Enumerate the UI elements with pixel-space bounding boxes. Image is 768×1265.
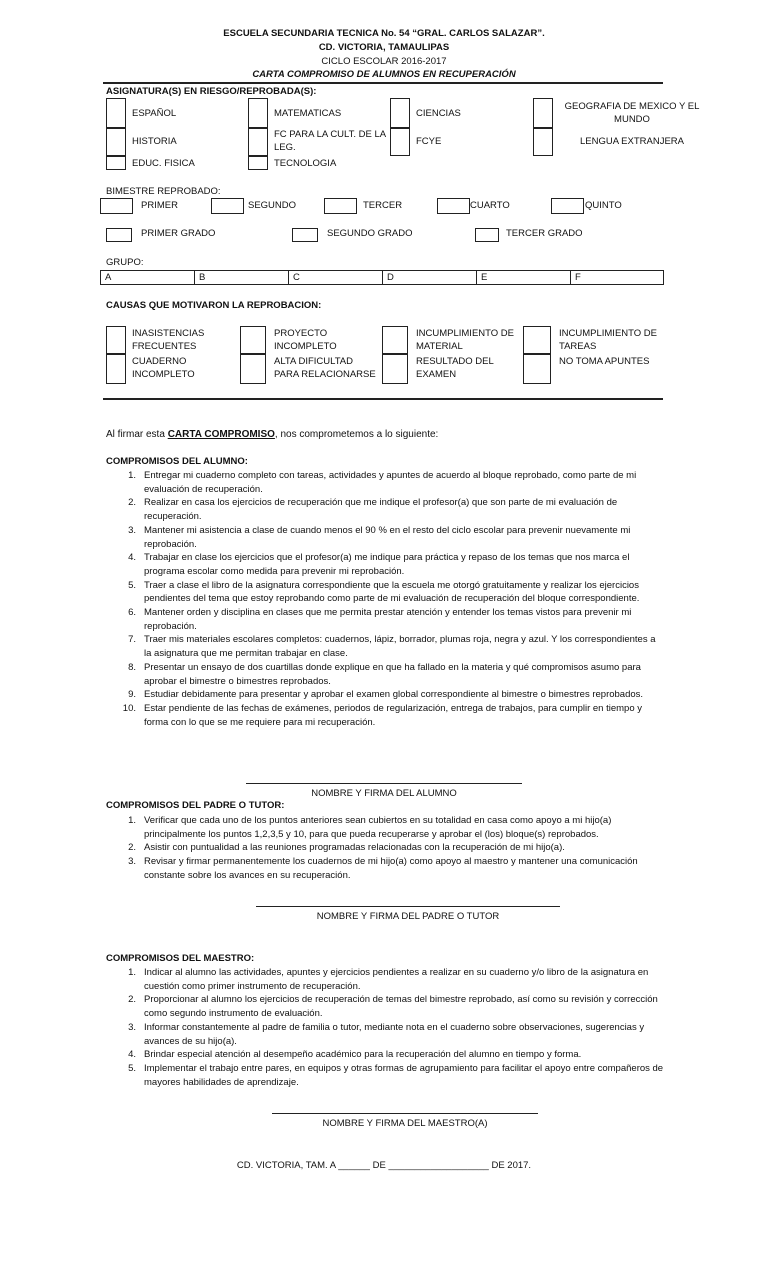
- checkbox-bimestre-quinto[interactable]: [551, 198, 584, 214]
- intro-before: Al firmar esta: [106, 429, 168, 440]
- checkbox-lengua[interactable]: [533, 128, 553, 156]
- city: CD. VICTORIA, TAMAULIPAS: [318, 42, 450, 53]
- list-item: 3. Informar constantemente al padre de familia o tutor, mediante nota en el cuaderno sobre observaciones, sugerencias y avances de su hijo(a).: [128, 1021, 645, 1047]
- subject-geografia: GEOGRAFIA DE MEXICO Y EL MUNDO: [564, 101, 700, 125]
- checkbox-fc[interactable]: [248, 128, 268, 156]
- bimestre-segundo: SEGUNDO: [248, 200, 297, 211]
- causa-proyecto: PROYECTO INCOMPLETO: [274, 328, 337, 352]
- divider: [103, 82, 663, 84]
- grupo-cell-b[interactable]: B: [195, 271, 289, 284]
- checkbox-apuntes[interactable]: [523, 354, 551, 384]
- signature-line-alumno[interactable]: [246, 783, 522, 784]
- subjects-heading: ASIGNATURA(S) EN RIESGO/REPROBADA(S):: [106, 86, 317, 97]
- checkbox-primer-grado[interactable]: [106, 228, 132, 242]
- grupo-cell-f[interactable]: F: [575, 272, 581, 283]
- signature-label-maestro: NOMBRE Y FIRMA DEL MAESTRO(A): [322, 1118, 488, 1129]
- checkbox-proyecto[interactable]: [240, 326, 266, 354]
- causa-cuaderno: CUADERNO INCOMPLETO: [132, 356, 195, 380]
- grupo-cell-d[interactable]: D: [383, 271, 477, 284]
- list-item: 4. Trabajar en clase los ejercicios que el profesor(a) me indique para práctica y repaso de los temas que nos marca el programa escolar como medida para prevenir mi reprobación.: [128, 552, 630, 577]
- alumno-heading: COMPROMISOS DEL ALUMNO:: [106, 456, 248, 467]
- checkbox-bimestre-cuarto[interactable]: [437, 198, 470, 214]
- causa-material: INCUMPLIMIENTO DE MATERIAL: [416, 328, 515, 352]
- grupo-cell-e[interactable]: E: [477, 271, 571, 284]
- list-item: 7. Traer mis materiales escolares completos: cuadernos, lápiz, borrador, plumas roja, negra y azul. Y los correspondientes a la asignatura que me permitan trabajar en clase.: [128, 634, 656, 660]
- checkbox-matematicas[interactable]: [248, 98, 268, 128]
- list-item: 1. Verificar que cada uno de los puntos anteriores sean cubiertos en su totalidad en casa como apoyo a mi hijo(a) principalmente los puntos 1,2,3,5 y 10, para que pueda recuperarse y aprobar el (los) bloque(s) reprobados.: [128, 815, 612, 840]
- checkbox-bimestre-primer[interactable]: [100, 198, 133, 214]
- list-item: 1. Entregar mi cuaderno completo con tareas, actividades y apuntes de acuerdo al bloque reprobado, como parte de mi evaluación de recuperación.: [128, 470, 637, 495]
- school-name: ESCUELA SECUNDARIA TECNICA No. 54 “GRAL. CARLOS SALAZAR”.: [223, 28, 545, 39]
- list-item: 3. Mantener mi asistencia a clase de cuando menos el 90 % en el resto del ciclo escolar para prevenir nuevamente mi reprobación.: [128, 524, 631, 550]
- subject-matematicas: MATEMATICAS: [274, 108, 342, 119]
- list-item: 8. Presentar un ensayo de dos cuartillas donde explique en que ha fallado en la materia y qué compromisos asumo para aprobar el bimestre o bimestres reprobados.: [128, 661, 641, 687]
- checkbox-geografia[interactable]: [533, 98, 553, 128]
- causa-tareas: INCUMPLIMIENTO DE TAREAS: [559, 328, 658, 352]
- signature-line-maestro[interactable]: [272, 1113, 538, 1114]
- intro-text: [106, 429, 438, 440]
- alumno-list: [112, 469, 664, 729]
- bimestre-quinto: QUINTO: [585, 200, 622, 211]
- bimestre-primer: PRIMER: [141, 200, 178, 211]
- grade-segundo: SEGUNDO GRADO: [327, 228, 413, 239]
- intro-after: , nos comprometemos a lo siguiente:: [274, 429, 439, 440]
- checkbox-material[interactable]: [382, 326, 408, 354]
- checkbox-bimestre-segundo[interactable]: [211, 198, 244, 214]
- list-item: 4. Brindar especial atención al desempeño académico para la recuperación del alumno en tiempo y forma.: [128, 1049, 582, 1061]
- list-item: 2. Asistir con puntualidad a las reuniones programadas relacionadas con la recuperación de mi hijo(a).: [128, 842, 565, 854]
- checkbox-examen[interactable]: [382, 354, 408, 384]
- signature-line-padre[interactable]: [256, 906, 560, 907]
- list-item: 10. Estar pendiente de las fechas de exámenes, periodos de regularización, entrega de trabajos, para cumplir en tiempo y forma con lo que se me requiere para mi recuperación.: [122, 702, 642, 728]
- grade-primer: PRIMER GRADO: [141, 228, 216, 239]
- grade-tercer: TERCER GRADO: [506, 228, 583, 239]
- signature-label-padre: NOMBRE Y FIRMA DEL PADRE O TUTOR: [316, 911, 500, 922]
- checkbox-espanol[interactable]: [106, 98, 126, 128]
- list-item: 2. Proporcionar al alumno los ejercicios de recuperación de temas del bimestre reprobado, así como su revisión y corrección como segundo instrumento de evaluación.: [128, 994, 658, 1020]
- padre-heading: COMPROMISOS DEL PADRE O TUTOR:: [106, 800, 285, 811]
- subject-historia: HISTORIA: [132, 136, 177, 147]
- causas-heading: CAUSAS QUE MOTIVARON LA REPROBACION:: [106, 300, 322, 311]
- checkbox-tercer-grado[interactable]: [475, 228, 499, 242]
- checkbox-cuaderno[interactable]: [106, 354, 126, 384]
- subject-fc: FC PARA LA CULT. DE LA LEG.: [274, 129, 386, 153]
- signature-label-alumno: NOMBRE Y FIRMA DEL ALUMNO: [311, 788, 457, 799]
- grupo-cell-a[interactable]: A: [101, 271, 195, 284]
- subject-ciencias: CIENCIAS: [416, 108, 461, 119]
- list-item: 2. Realizar en casa los ejercicios de recuperación que me indique el profesor(a) que son parte de mi evaluación de recuperación.: [128, 497, 618, 523]
- bimestre-tercer: TERCER: [363, 200, 403, 211]
- subject-fcye: FCYE: [416, 136, 442, 147]
- causa-inasistencias: INASISTENCIAS FRECUENTES: [132, 328, 205, 352]
- subject-educ-fisica: EDUC. FISICA: [132, 158, 195, 169]
- list-item: 5. Implementar el trabajo entre pares, en equipos y otras formas de agrupamiento para facilitar el apoyo entre compañeros de mayores habilidades de aprendizaje.: [128, 1062, 664, 1088]
- causa-examen: RESULTADO DEL EXAMEN: [416, 356, 494, 380]
- subject-tecnologia: TECNOLOGIA: [274, 158, 337, 169]
- checkbox-dificultad[interactable]: [240, 354, 266, 384]
- checkbox-tareas[interactable]: [523, 326, 551, 354]
- grupo-heading: GRUPO:: [106, 257, 144, 268]
- checkbox-historia[interactable]: [106, 128, 126, 156]
- school-cycle: CICLO ESCOLAR 2016-2017: [321, 56, 447, 67]
- list-item: 9. Estudiar debidamente para presentar y aprobar el examen global correspondiente al bimestre o bimestres reprobados.: [128, 689, 644, 701]
- checkbox-bimestre-tercer[interactable]: [324, 198, 357, 214]
- checkbox-tecnologia[interactable]: [248, 156, 268, 170]
- list-item: 1. Indicar al alumno las actividades, apuntes y ejercicios pendientes a realizar en su cuaderno y/o libro de la asignatura en cuestión como primer instrumento de recuperación.: [128, 967, 649, 992]
- document-title: CARTA COMPROMISO DE ALUMNOS EN RECUPERACIÓN: [252, 69, 516, 80]
- subject-espanol: ESPAÑOL: [132, 108, 177, 119]
- list-item: 6. Mantener orden y disciplina en clases que me permita prestar atención y entender los temas vistos para prevenir mi reprobación.: [128, 607, 632, 632]
- causa-apuntes: NO TOMA APUNTES: [559, 356, 650, 367]
- grupo-row: [100, 270, 664, 285]
- footer-date-place: CD. VICTORIA, TAM. A ______ DE ___________________ DE 2017.: [236, 1160, 532, 1171]
- checkbox-segundo-grado[interactable]: [292, 228, 318, 242]
- checkbox-inasistencias[interactable]: [106, 326, 126, 354]
- checkbox-ciencias[interactable]: [390, 98, 410, 128]
- grupo-cell-c[interactable]: C: [289, 271, 383, 284]
- causa-dificultad: ALTA DIFICULTAD PARA RELACIONARSE: [274, 356, 376, 380]
- checkbox-fcye[interactable]: [390, 128, 410, 156]
- list-item: 3. Revisar y firmar permanentemente los cuadernos de mi hijo(a) como apoyo al maestro y mantener una comunicación constante sobre los avances en su recuperación.: [128, 856, 638, 881]
- padre-list: [112, 814, 664, 883]
- subject-lengua: LENGUA EXTRANJERA: [580, 136, 684, 147]
- divider: [103, 398, 663, 400]
- maestro-heading: COMPROMISOS DEL MAESTRO:: [106, 953, 255, 964]
- maestro-list: [112, 966, 664, 1089]
- list-item: 5. Traer a clase el libro de la asignatura correspondiente que la escuela me otorgó gratuitamente y realizar los ejercicios pendientes del tema que estoy reprobando como parte de mi evaluación de recuperación del bloque correspondiente.: [128, 579, 640, 605]
- checkbox-educ-fisica[interactable]: [106, 156, 126, 170]
- intro-emph: CARTA COMPROMISO: [167, 429, 275, 440]
- bimestre-cuarto: CUARTO: [470, 200, 510, 211]
- bimestre-heading: BIMESTRE REPROBADO:: [106, 186, 221, 197]
